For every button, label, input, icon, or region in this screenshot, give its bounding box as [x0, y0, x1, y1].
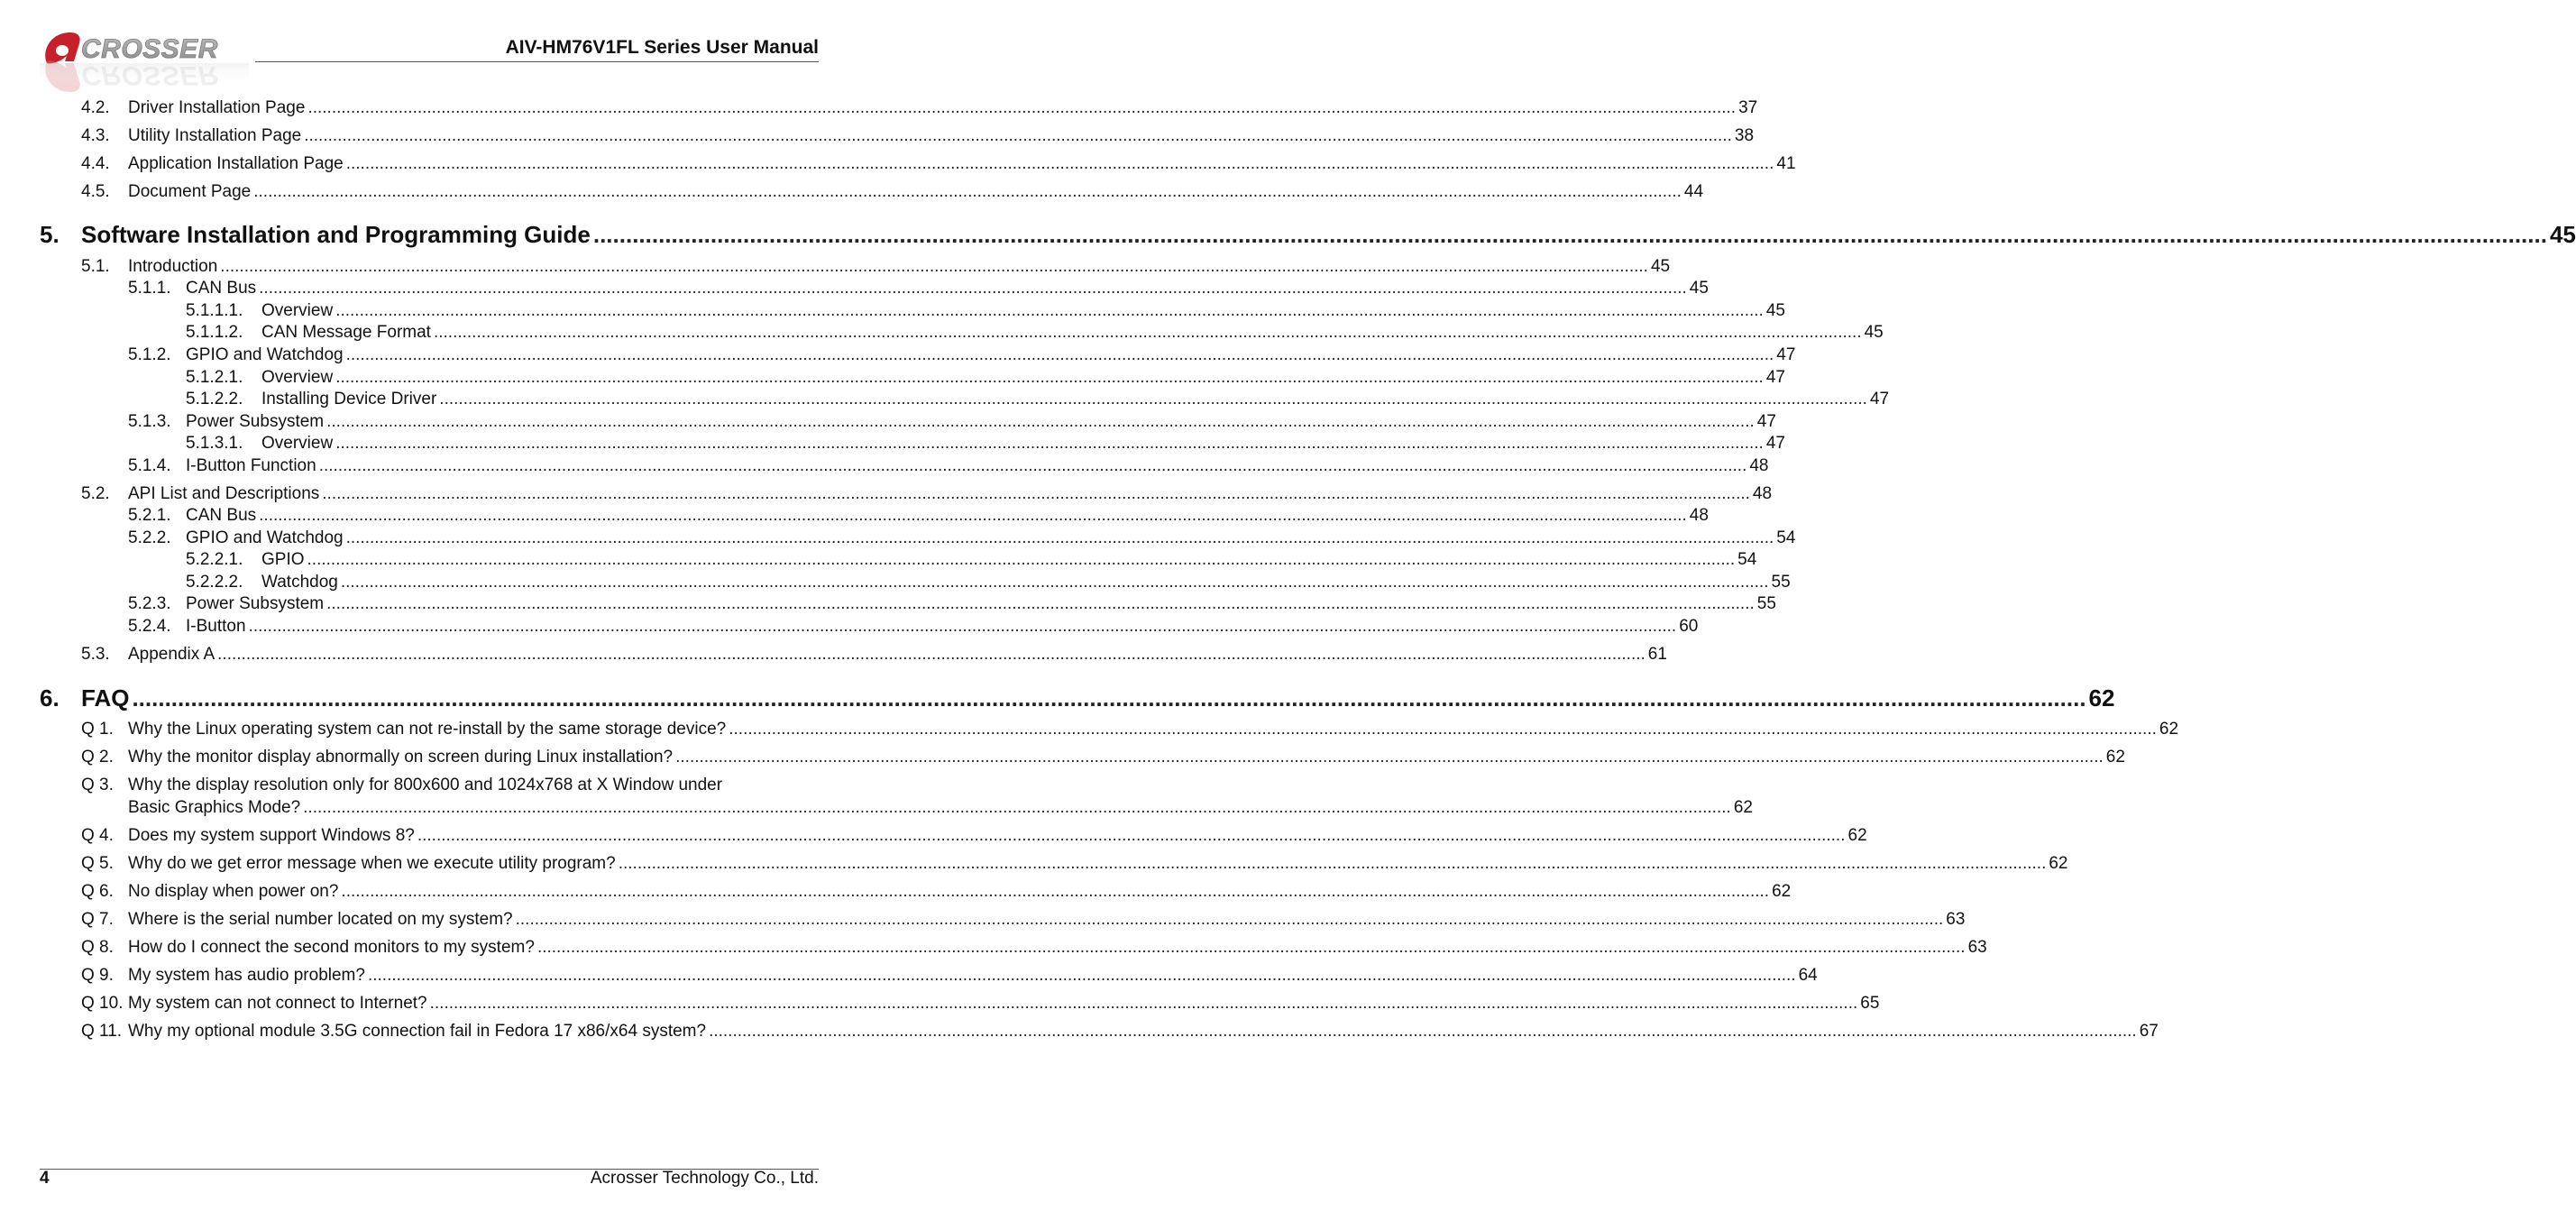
toc-entry-number: 5.2. [81, 484, 110, 503]
toc-dot-leader: ............................................................................................................................................................................................................................................................................................................ [322, 484, 1750, 503]
toc-entry[interactable] [81, 775, 819, 796]
toc-entry-page: 61 [1647, 645, 1667, 664]
toc-dot-leader: ............................................................................................................................................................................................................................................................................................................ [439, 390, 1867, 409]
toc-entry[interactable] [81, 125, 1755, 147]
toc-entry-number: 5.1.2.1. [186, 368, 243, 387]
toc-entry-number: Q 8. [81, 938, 114, 957]
toc-dot-leader: ............................................................................................................................................................................................................................................................................................................ [429, 994, 1858, 1013]
toc-entry-title: CAN Bus [186, 279, 257, 298]
toc-entry-page: 47 [1776, 345, 1796, 364]
toc-entry-title: Why the display resolution only for 800x600 and 1024x768 at X Window under [128, 776, 723, 794]
toc-entry-page: 62 [2105, 748, 2125, 767]
toc-entry[interactable] [81, 825, 1867, 847]
toc-entry-number: Q 1. [81, 720, 114, 739]
toc-entry-number: 4.4. [81, 154, 110, 173]
toc-entry-title: Power Subsystem [186, 594, 325, 613]
toc-entry-number: 5.1.3. [128, 412, 171, 431]
toc-dot-leader: ............................................................................................................................................................................................................................................................................................................ [318, 456, 1747, 475]
toc-entry-page: 45 [1765, 301, 1785, 320]
toc-entry-title: Driver Installation Page [128, 98, 306, 117]
toc-entry-number: 5.1. [81, 257, 110, 276]
svg-text:CROSSER: CROSSER [81, 60, 218, 90]
toc-entry-number: 5.2.2. [128, 528, 171, 547]
toc-entry-number: 5. [40, 221, 60, 248]
toc-entry-title: CAN Bus [186, 506, 257, 525]
toc-entry[interactable] [81, 965, 1818, 987]
toc-entry-title: Power Subsystem [186, 412, 325, 431]
toc-entry-page: 47 [1756, 412, 1776, 431]
toc-entry-page: 45 [1864, 323, 1884, 342]
toc-entry-title: I-Button [186, 617, 246, 636]
toc-entry-number: 5.1.3.1. [186, 434, 243, 453]
toc-entry[interactable] [81, 993, 1880, 1014]
toc-entry[interactable] [81, 153, 1796, 175]
toc-dot-leader: ............................................................................................................................................................................................................................................................................................................ [345, 528, 1774, 547]
toc-entry-number: 5.1.2.2. [186, 390, 243, 409]
toc-entry[interactable] [81, 853, 2068, 875]
toc-entry-number: 5.2.1. [128, 506, 171, 525]
toc-entry-number: 4.3. [81, 126, 110, 145]
toc-entry-page: 48 [1752, 484, 1773, 503]
toc-entry-title: Document Page [128, 182, 252, 201]
toc-entry-number: Q 4. [81, 826, 114, 845]
toc-entry-title: Why do we get error message when we execute utility program? [128, 854, 616, 873]
toc-entry-page: 38 [1734, 126, 1755, 145]
toc-entry[interactable] [186, 549, 1757, 571]
toc-dot-leader: ............................................................................................................................................................................................................................................................................................................ [709, 1022, 2137, 1041]
toc-entry-page: 62 [2088, 684, 2115, 711]
toc-entry[interactable] [186, 300, 1785, 322]
toc-entry-title: My system can not connect to Internet? [128, 994, 427, 1013]
acrosser-logo [40, 27, 249, 90]
toc-entry-page: 62 [2159, 720, 2179, 739]
toc-entry[interactable] [81, 644, 1667, 666]
toc-dot-leader: ............................................................................................................................................................................................................................................................................................................ [303, 798, 1731, 817]
toc-entry[interactable] [128, 344, 1796, 366]
toc-entry-page: 48 [1689, 506, 1709, 525]
toc-entry[interactable] [81, 719, 2179, 740]
toc-entry[interactable] [128, 455, 1769, 477]
toc-entry-title: Why the Linux operating system can not re-install by the same storage device? [128, 720, 727, 739]
toc-entry[interactable] [186, 433, 1785, 454]
toc-dot-leader: ............................................................................................................................................................................................................................................................................................................ [259, 279, 1687, 298]
toc-entry-title: Installing Device Driver [261, 390, 437, 409]
toc-entry-page: 54 [1737, 550, 1757, 569]
toc-entry-title: Why my optional module 3.5G connection fail in Fedora 17 x86/x64 system? [128, 1022, 707, 1041]
toc-entry-number: Q 2. [81, 748, 114, 767]
toc-dot-leader: ............................................................................................................................................................................................................................................................................................................ [515, 910, 1944, 929]
toc-entry-number: 5.2.2.1. [186, 550, 243, 569]
toc-entry-title: Where is the serial number located on my system? [128, 910, 513, 929]
toc-dot-leader: ............................................................................................................................................................................................................................................................................................................ [253, 182, 1682, 201]
toc-entry[interactable] [81, 181, 1704, 203]
toc-entry-title: Software Installation and Programming Guide [81, 221, 591, 248]
toc-entry[interactable] [81, 797, 1753, 819]
toc-entry-page: 45 [1689, 279, 1709, 298]
toc-entry-title: Overview [261, 434, 334, 453]
toc-dot-leader: ............................................................................................................................................................................................................................................................................................................ [220, 257, 1648, 276]
toc-entry[interactable] [81, 97, 1758, 119]
toc-entry[interactable] [186, 389, 1890, 410]
toc-entry-page: 41 [1776, 154, 1796, 173]
toc-entry-title: Watchdog [261, 573, 338, 592]
toc-entry-number: 5.1.1.2. [186, 323, 243, 342]
toc-entry-title: Application Installation Page [128, 154, 344, 173]
toc-entry-number: Q 7. [81, 910, 114, 929]
toc-dot-leader: ............................................................................................................................................................................................................................................................................................................ [618, 854, 2047, 873]
toc-entry-page: 45 [2549, 221, 2576, 248]
header-divider [255, 61, 819, 62]
toc-entry-number: 4.2. [81, 98, 110, 117]
toc-entry-page: 63 [1967, 938, 1987, 957]
toc-entry-title: GPIO and Watchdog [186, 528, 344, 547]
toc-entry-number: Q 9. [81, 966, 114, 985]
toc-entry-page: 55 [1756, 594, 1776, 613]
toc-dot-leader: ............................................................................................................................................................................................................................................................................................................ [248, 617, 1677, 636]
toc-entry-title: GPIO [261, 550, 305, 569]
toc-entry[interactable] [128, 505, 1709, 527]
toc-entry-title: Appendix A [128, 645, 215, 664]
toc-entry-page: 47 [1765, 434, 1785, 453]
toc-dot-leader: ............................................................................................................................................................................................................................................................................................................ [345, 154, 1774, 173]
toc-entry-title: I-Button Function [186, 456, 316, 475]
toc-entry-title: Utility Installation Page [128, 126, 302, 145]
toc-entry-page: 37 [1738, 98, 1758, 117]
toc-entry-page: 55 [1771, 573, 1791, 592]
toc-entry-number: 5.2.2.2. [186, 573, 243, 592]
toc-entry[interactable] [40, 220, 2576, 249]
toc-entry[interactable] [186, 367, 1785, 389]
toc-dot-leader: ............................................................................................................................................................................................................................................................................................................ [340, 573, 1769, 592]
toc-entry-page: 64 [1798, 966, 1818, 985]
toc-entry-number: Q 11. [81, 1022, 123, 1041]
toc-entry[interactable] [128, 593, 1776, 615]
toc-entry[interactable] [40, 684, 2115, 712]
toc-entry[interactable] [128, 411, 1776, 433]
toc-entry-number: 6. [40, 684, 60, 711]
toc-entry-number: 5.1.2. [128, 345, 171, 364]
toc-entry-page: 62 [1847, 826, 1867, 845]
toc-entry-page: 45 [1650, 257, 1671, 276]
toc-dot-leader: ............................................................................................................................................................................................................................................................................................................ [433, 323, 1862, 342]
toc-entry[interactable] [81, 483, 1773, 505]
toc-dot-leader: ............................................................................................................................................................................................................................................................................................................ [259, 506, 1687, 525]
toc-entry-title: How do I connect the second monitors to my system? [128, 938, 535, 957]
toc-entry-number: Q 5. [81, 854, 114, 873]
toc-dot-leader: ............................................................................................................................................................................................................................................................................................................ [592, 221, 2547, 248]
toc-dot-leader: ............................................................................................................................................................................................................................................................................................................ [326, 594, 1755, 613]
manual-title: AIV-HM76V1FL Series User Manual [505, 37, 819, 58]
page-number: 4 [40, 1169, 50, 1188]
toc-entry-page: 67 [2139, 1022, 2159, 1041]
toc-entry-page: 44 [1683, 182, 1704, 201]
toc-entry-page: 62 [2049, 854, 2068, 873]
toc-entry[interactable] [81, 1021, 2159, 1042]
toc-entry[interactable] [186, 322, 1884, 344]
toc-entry-number: 4.5. [81, 182, 110, 201]
toc-dot-leader: ............................................................................................................................................................................................................................................................................................................ [729, 720, 2157, 739]
toc-entry-page: 54 [1776, 528, 1796, 547]
toc-dot-leader: ............................................................................................................................................................................................................................................................................................................ [326, 412, 1755, 431]
toc-entry[interactable] [128, 528, 1796, 549]
toc-entry-title: Overview [261, 301, 334, 320]
toc-entry[interactable] [81, 881, 1792, 903]
toc-dot-leader: ............................................................................................................................................................................................................................................................................................................ [367, 966, 1796, 985]
toc-dot-leader: ............................................................................................................................................................................................................................................................................................................ [304, 126, 1732, 145]
toc-entry-number: 5.2.4. [128, 617, 171, 636]
toc-entry[interactable] [128, 278, 1709, 299]
toc-entry-number: 5.2.3. [128, 594, 171, 613]
svg-text:CROSSER: CROSSER [81, 34, 218, 64]
toc-entry-number: Q 10. [81, 994, 124, 1013]
toc-entry-title: Basic Graphics Mode? [128, 798, 301, 817]
toc-dot-leader: ............................................................................................................................................................................................................................................................................................................ [417, 826, 1846, 845]
toc-entry-title: CAN Message Format [261, 323, 431, 342]
toc-entry[interactable] [81, 909, 1966, 931]
toc-entry-title: FAQ [81, 684, 130, 711]
toc-entry-page: 62 [1772, 882, 1792, 901]
toc-dot-leader: ............................................................................................................................................................................................................................................................................................................ [341, 882, 1770, 901]
toc-entry-title: My system has audio problem? [128, 966, 365, 985]
toc-entry[interactable] [128, 616, 1699, 638]
toc-entry-number: Q 3. [81, 776, 114, 794]
toc-entry-title: GPIO and Watchdog [186, 345, 344, 364]
toc-dot-leader: ............................................................................................................................................................................................................................................................................................................ [345, 345, 1774, 364]
toc-entry-page: 65 [1860, 994, 1880, 1013]
toc-entry[interactable] [81, 937, 1987, 959]
toc-entry[interactable] [81, 747, 2125, 768]
toc-entry-page: 47 [1869, 390, 1890, 409]
toc-entry-number: 5.1.4. [128, 456, 171, 475]
toc-entry-page: 60 [1679, 617, 1699, 636]
toc-entry-title: Does my system support Windows 8? [128, 826, 415, 845]
toc-entry-page: 62 [1733, 798, 1753, 817]
toc-entry-page: 47 [1765, 368, 1785, 387]
toc-dot-leader: ............................................................................................................................................................................................................................................................................................................ [307, 98, 1737, 117]
toc-entry-title: API List and Descriptions [128, 484, 320, 503]
toc-entry-title: Introduction [128, 257, 218, 276]
toc-dot-leader: ............................................................................................................................................................................................................................................................................................................ [335, 434, 1764, 453]
toc-entry-number: Q 6. [81, 882, 114, 901]
toc-entry-number: 5.1.1. [128, 279, 171, 298]
toc-entry-number: 5.1.1.1. [186, 301, 243, 320]
toc-dot-leader: ............................................................................................................................................................................................................................................................................................................ [536, 938, 1966, 957]
toc-entry[interactable] [81, 256, 1671, 278]
toc-entry-title: Why the monitor display abnormally on screen during Linux installation? [128, 748, 674, 767]
toc-entry-number: 5.3. [81, 645, 110, 664]
toc-dot-leader: ............................................................................................................................................................................................................................................................................................................ [675, 748, 2104, 767]
toc-entry-title: No display when power on? [128, 882, 339, 901]
toc-dot-leader: ............................................................................................................................................................................................................................................................................................................ [217, 645, 1646, 664]
toc-dot-leader: ............................................................................................................................................................................................................................................................................................................ [132, 684, 2086, 711]
toc-dot-leader: ............................................................................................................................................................................................................................................................................................................ [335, 301, 1764, 320]
toc-entry-page: 63 [1946, 910, 1966, 929]
company-name: Acrosser Technology Co., Ltd. [590, 1169, 819, 1188]
toc-entry[interactable] [186, 572, 1791, 593]
toc-dot-leader: ............................................................................................................................................................................................................................................................................................................ [307, 550, 1736, 569]
toc-dot-leader: ............................................................................................................................................................................................................................................................................................................ [335, 368, 1764, 387]
toc-entry-page: 48 [1749, 456, 1769, 475]
toc-entry-title: Overview [261, 368, 334, 387]
